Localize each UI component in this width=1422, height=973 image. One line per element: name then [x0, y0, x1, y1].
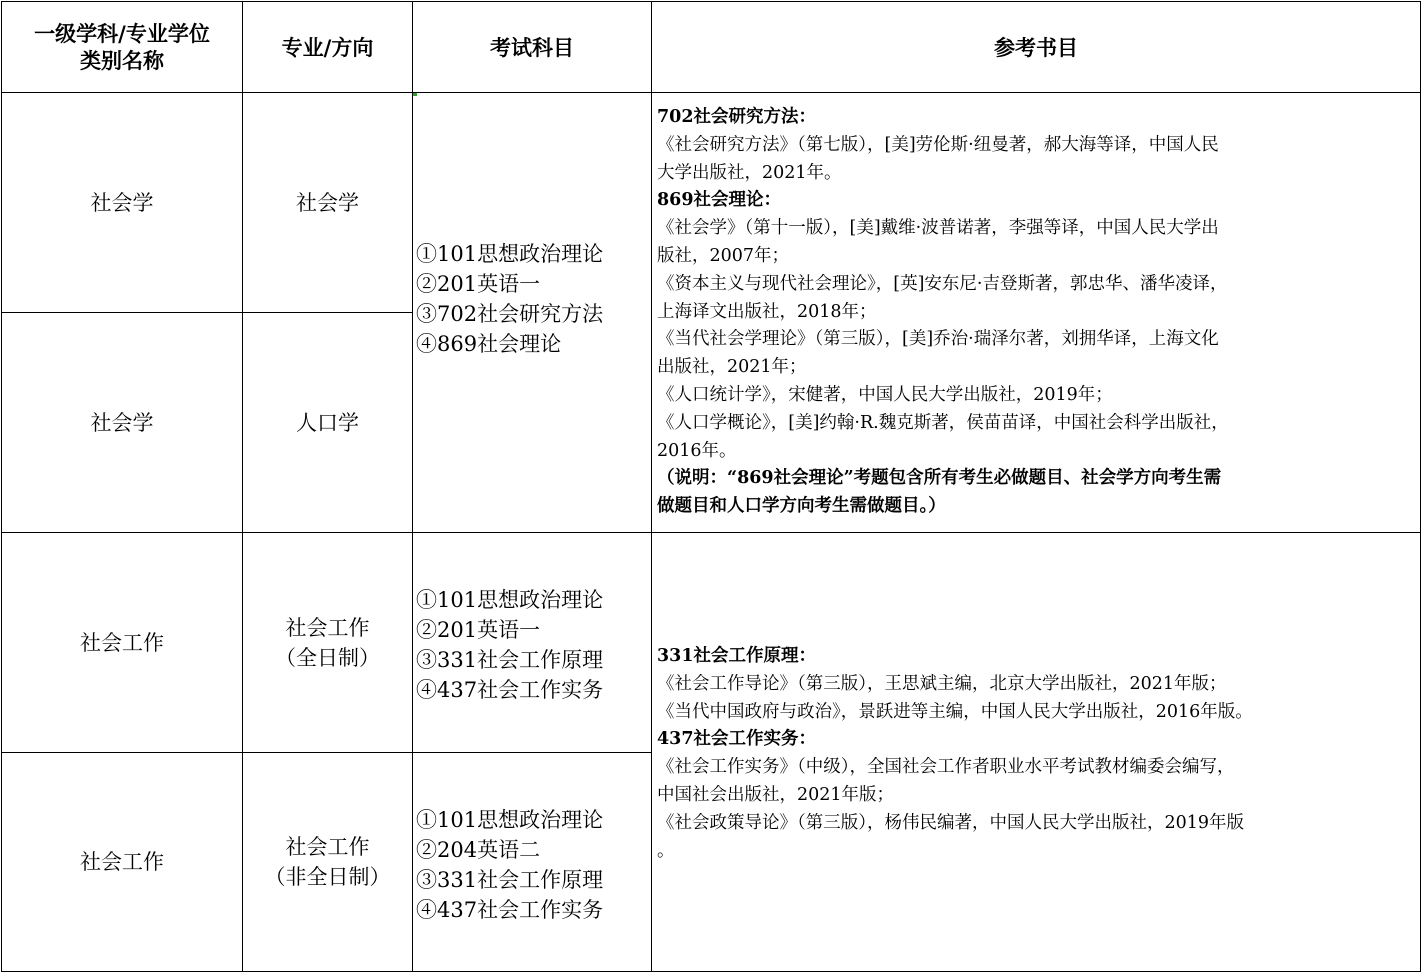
- row-2-discipline: 社会学: [90, 410, 154, 435]
- subject-item: ①101思想政治理论: [416, 242, 604, 266]
- col-divider: [412, 1, 413, 972]
- reference-line: 《社会工作实务》（中级），全国社会工作者职业水平考试教材编委会编写，: [657, 757, 1235, 778]
- reference-line: 《社会政策导论》（第三版），杨伟民编著，中国人民大学出版社，2019年版: [657, 812, 1245, 833]
- row-3-major-name: 社会工作: [285, 615, 370, 640]
- subject-item: ①101思想政治理论: [416, 808, 604, 832]
- subject-item: ②204英语二: [416, 838, 541, 862]
- reference-line: 《人口统计学》，宋健著，中国人民大学出版社，2019年；: [657, 384, 1113, 405]
- reference-heading: 869社会理论：: [657, 190, 782, 211]
- reference-line: 《社会工作导论》（第三版），王思斌主编，北京大学出版社，2021年版；: [657, 673, 1227, 694]
- row-1-discipline: 社会学: [90, 190, 154, 215]
- table-border-right: [1420, 1, 1421, 972]
- row-3-major-mode: （全日制）: [275, 645, 380, 670]
- references-social-work: [657, 643, 1409, 865]
- row-4-major-mode: （非全日制）: [264, 865, 391, 889]
- subject-item: ①101思想政治理论: [416, 588, 604, 612]
- reference-line: 版社，2007年；: [657, 245, 790, 266]
- reference-line: 《人口学概论》，[美]约翰·R.魏克斯著，侯苗苗译，中国社会科学出版社，: [657, 412, 1229, 433]
- row-3-discipline: 社会工作: [80, 630, 164, 655]
- reference-line: 大学出版社，2021年。: [657, 162, 842, 183]
- header-exam-subjects: 考试科目: [490, 34, 574, 60]
- reference-heading: 331社会工作原理：: [657, 646, 817, 666]
- reference-line: 《当代社会学理论》（第三版），[美]乔治·瑞泽尔著，刘拥华译，上海文化: [657, 329, 1219, 350]
- row-3-major: [243, 533, 412, 752]
- row-4-discipline: 社会工作: [80, 850, 164, 874]
- header-major: 专业/方向: [281, 34, 374, 60]
- subject-item: ④437社会工作实务: [416, 898, 604, 922]
- reference-line: 中国社会出版社，2021年版；: [657, 784, 895, 805]
- row-4-major: [243, 753, 412, 971]
- subject-item: ③331社会工作原理: [416, 648, 604, 672]
- reference-heading: 702社会研究方法：: [657, 107, 817, 127]
- reference-line: 上海译文出版社，2018年；: [657, 301, 877, 322]
- subject-item: ②201英语一: [416, 618, 541, 642]
- reference-heading: 437社会工作实务：: [657, 729, 817, 750]
- header-discipline-line2: 类别名称: [80, 48, 164, 73]
- header-references: 参考书目: [994, 34, 1078, 60]
- reference-line: 。: [657, 840, 675, 861]
- exam-subjects-social-work-parttime: [416, 805, 603, 925]
- reference-heading: （说明：“869社会理论”考题包含所有考生必做题目、社会学方向考生需: [657, 468, 1222, 489]
- subject-item: ④437社会工作实务: [416, 678, 604, 702]
- subject-item: ③331社会工作原理: [416, 868, 604, 892]
- reference-line: 《社会研究方法》（第七版），[美]劳伦斯·纽曼著，郝大海等译，中国人民: [657, 134, 1219, 155]
- row-1-major: 社会学: [296, 190, 359, 215]
- reference-line: 《社会学》（第十一版），[美]戴维·波普诺著，李强等译，中国人民大学出: [657, 218, 1219, 239]
- reference-line: 《资本主义与现代社会理论》，[英]安东尼·吉登斯著，郭忠华、潘华凌译，: [657, 273, 1228, 294]
- subject-item: ②201英语一: [416, 272, 541, 296]
- subject-item: ④869社会理论: [416, 332, 562, 356]
- subject-item: ③702社会研究方法: [416, 302, 604, 326]
- row-2-major: 人口学: [296, 410, 359, 435]
- references-sociology: [657, 104, 1409, 521]
- header-discipline-line1: 一级学科/专业学位: [34, 21, 210, 46]
- table-border-bottom: [1, 971, 1421, 972]
- cell-comment-marker: [413, 93, 417, 96]
- exam-subjects-sociology: [416, 239, 603, 359]
- reference-line: 2016年。: [657, 440, 737, 461]
- reference-heading: 做题目和人口学方向考生需做题目。）: [657, 496, 946, 517]
- reference-line: 《当代中国政府与政治》，景跃进等主编，中国人民大学出版社，2016年版。: [657, 701, 1253, 722]
- exam-subjects-social-work-fulltime: [416, 585, 603, 705]
- header-discipline: [2, 2, 242, 92]
- reference-line: 出版社，2021年；: [657, 357, 807, 378]
- col-divider: [651, 1, 652, 972]
- row-4-major-name: 社会工作: [285, 835, 370, 859]
